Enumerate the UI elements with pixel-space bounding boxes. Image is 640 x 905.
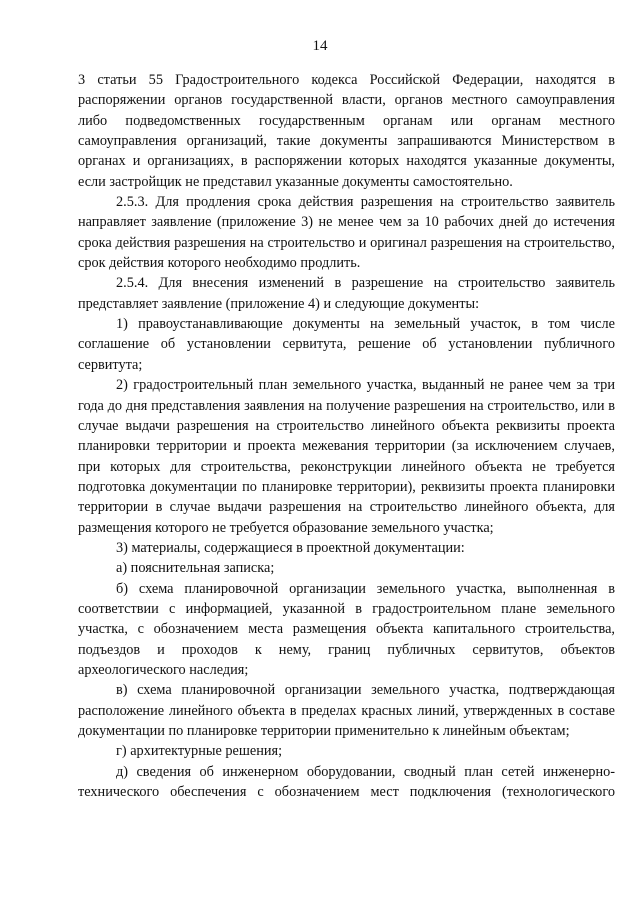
paragraph: 2.5.3. Для продления срока действия разрешения на строительство заявитель направляет заявление (приложение 3) не менее чем за 10 рабочих дней до истечения срока действия разрешения на строительство и оригинал разрешения на строительство, срок действия которого необходимо продлить. [78,194,615,272]
list-item: б) схема планировочной организации земельного участка, выполненная в соответствии с информацией, указанной в градостроительном плане земельного участка, с обозначением места размещения объекта капитального строительства, подъездов и проходов к нему, границ публичных сервитутов, объектов археологического наследия; [78,580,615,678]
list-item: в) схема планировочной организации земельного участка, подтверждающая расположение линейного объекта в пределах красных линий, утвержденных в составе документации по планировке территории применительно к линейным объектам; [78,682,615,739]
list-item: 2) градостроительный план земельного участка, выданный не ранее чем за три года до дня представления заявления на получение разрешения на строительство, или в случае выдачи разрешения на строительство линейного объекта реквизиты проекта планировки территории и проекта межевания территории (за исключением случаев, при которых для строительства, реконструкции линейного объекта не требуется подготовка документации по планировке территории), реквизиты проекта планировки территории в случае выдачи разрешения на строительство линейного объекта, для размещения которого не требуется образование земельного участка; [78,377,615,536]
list-item: 3) материалы, содержащиеся в проектной документации: [116,539,465,556]
list-item: д) сведения об инженерном оборудовании, сводный план сетей инженерно-технического обеспечения с обозначением мест подключения (технологического [78,763,615,801]
paragraph: 2.5.4. Для внесения изменений в разрешение на строительство заявитель представляет заявление (приложение 4) и следующие документы: [78,275,615,312]
list-item: 1) правоустанавливающие документы на земельный участок, в том числе соглашение об установлении сервитута, решение об установлении публичного сервитута; [78,316,615,373]
paragraph: 3 статьи 55 Градостроительного кодекса Российской Федерации, находятся в распоряжении органов государственной власти, органов местного самоуправления либо подведомственных государственным органам или органам местного самоуправления организаций, такие документы запрашиваются Министерством в органах и организациях, в распоряжении которых находятся указанные документы, если застройщик не представил указанные документы самостоятельно. [78,72,615,190]
document-body [78,70,615,802]
list-item: г) архитектурные решения; [116,743,283,760]
list-item: а) пояснительная записка; [116,560,275,577]
page-number: 14 [312,38,328,54]
